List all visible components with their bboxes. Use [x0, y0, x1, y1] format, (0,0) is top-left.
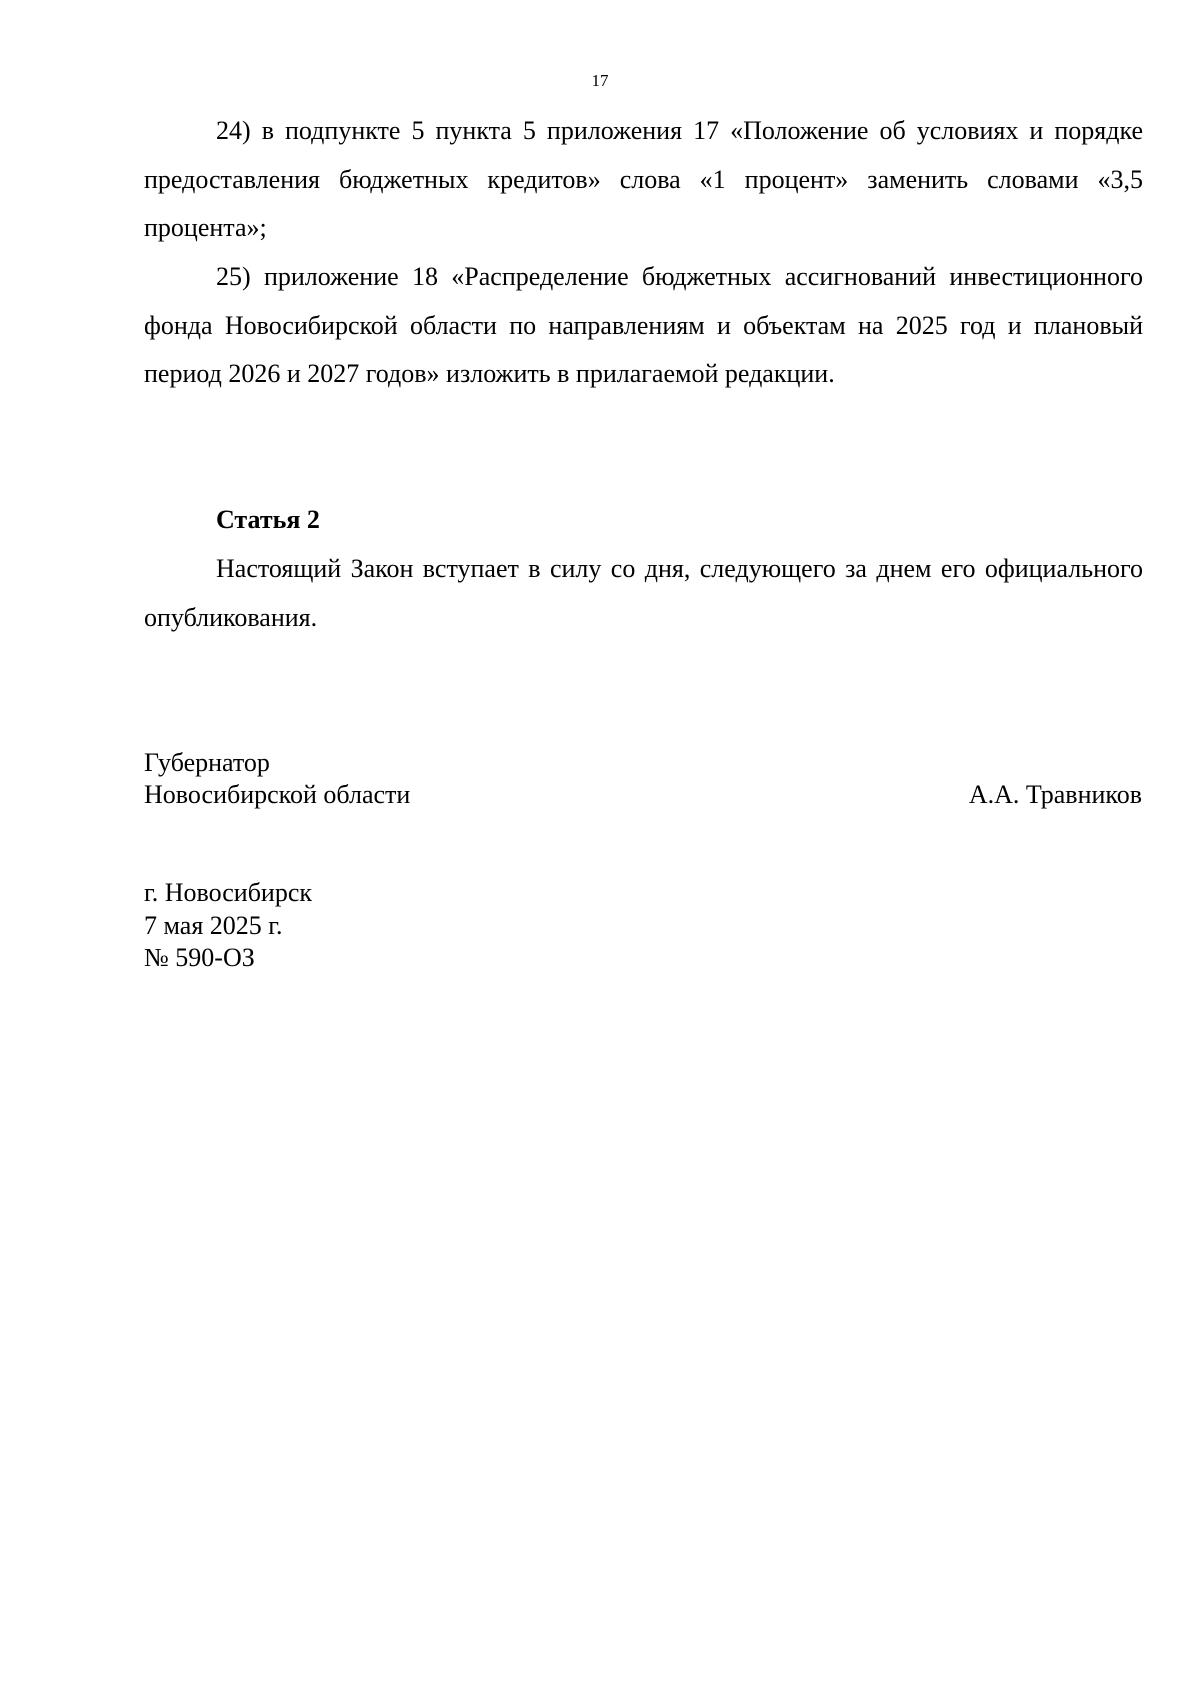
signatory-name: А.А. Травников: [968, 780, 1142, 809]
signatory-region: Новосибирской области: [144, 780, 411, 809]
article-body: [144, 545, 1143, 642]
signatory-title: Губернатор: [144, 748, 270, 777]
paragraph-text: Настоящий Закон вступает в силу со дня, следующего за днем его официального опубликования.: [144, 554, 1143, 632]
amendment-paragraph-25: [144, 253, 1143, 399]
issue-place: г. Новосибирск: [144, 878, 313, 907]
page-number: 17: [591, 71, 609, 90]
law-number: № 590-ОЗ: [144, 943, 255, 972]
amendment-paragraph-24: [144, 107, 1143, 253]
paragraph-text: 25) приложение 18 «Распределение бюджетных ассигнований инвестиционного фонда Новосибирской области по направлениям и объектам на 2025 год и плановый период 2026 и 2027 годов» изложить в прилагаемой редакции.: [144, 262, 1143, 388]
article-heading: Статья 2: [216, 505, 320, 534]
issue-date: 7 мая 2025 г.: [144, 911, 283, 940]
paragraph-text: 24) в подпункте 5 пункта 5 приложения 17 «Положение об условиях и порядке предоставления бюджетных кредитов» слова «1 процент» заменить словами «3,5 процента»;: [144, 116, 1143, 242]
